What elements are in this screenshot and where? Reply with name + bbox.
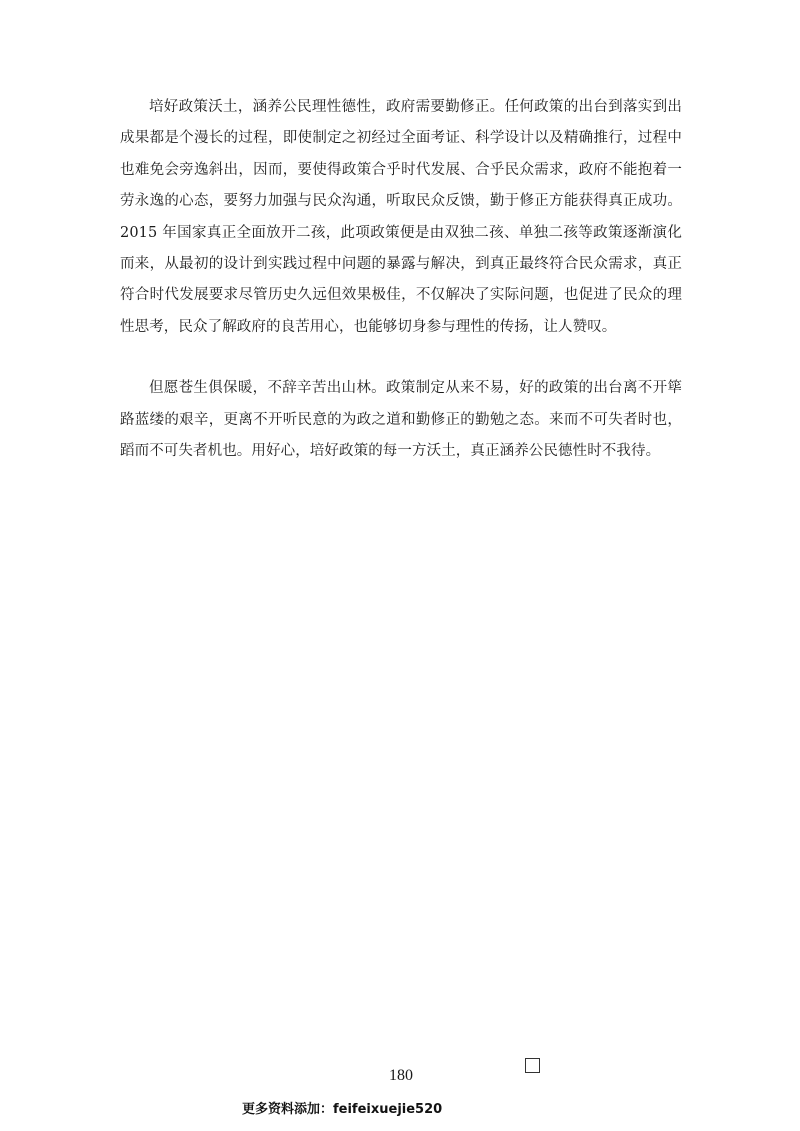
page-number: 180 — [389, 1067, 413, 1084]
paragraph-2: 但愿苍生俱保暖，不辞辛苦出山林。政策制定从来不易，好的政策的出台离不开筚路蓝缕的艰辛，更离不开听民意的为政之道和勤修正的勤勉之态。来而不可失者时也，蹈而不可失者机也。用好心，培好政策的每一方沃土，真正涵养公民德性时不我待。 — [120, 380, 682, 460]
document-body — [120, 92, 682, 467]
footer-note: 更多资料添加：feifeixuejie520 — [242, 1102, 443, 1117]
paragraph-1: 培好政策沃土，涵养公民理性德性，政府需要勤修正。任何政策的出台到落实到出成果都是个漫长的过程，即使制定之初经过全面考证、科学设计以及精确推行，过程中也难免会旁逸斜出，因而，要使得政策合乎时代发展、合乎民众需求，政府不能抱着一劳永逸的心态，要努力加强与民众沟通，听取民众反馈，勤于修正方能获得真正成功。2015 年国家真正全面放开二孩，此项政策便是由双独二孩、单独二孩等政策逐渐演化而来，从最初的设计到实践过程中问题的暴露与解决，到真正最终符合民众需求，真正符合时代发展要求尽管历史久远但效果极佳，不仅解决了实际问题，也促进了民众的理性思考，民众了解政府的良苦用心，也能够切身参与理性的传扬，让人赞叹。 — [120, 99, 682, 335]
square-outline-icon — [525, 1058, 540, 1073]
